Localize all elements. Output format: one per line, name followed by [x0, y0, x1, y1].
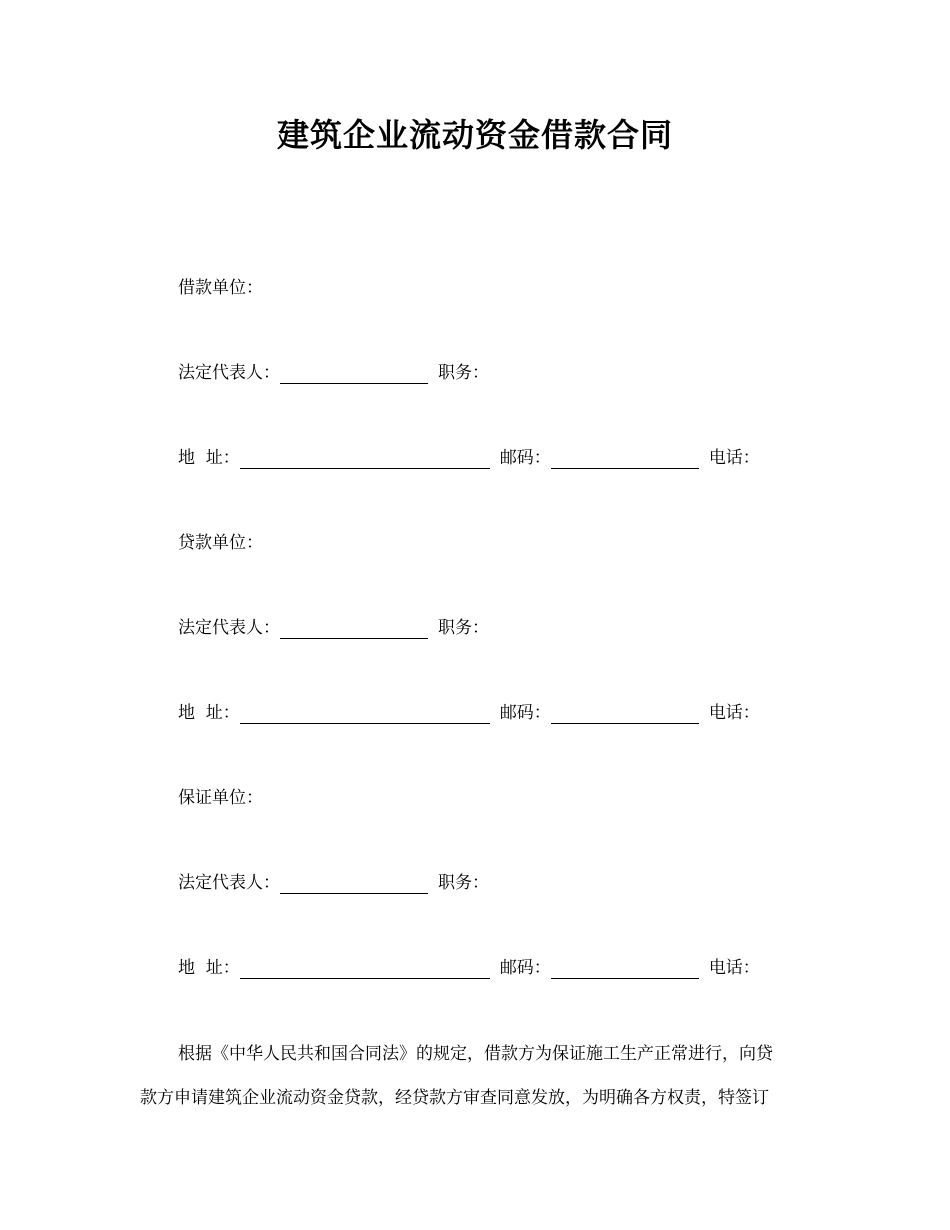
borrower-address-label: 地 址： — [178, 448, 240, 468]
borrower-phone-label: 电话： — [708, 448, 760, 468]
intro-line-2 — [140, 1076, 820, 1120]
lender-address-row — [178, 700, 760, 726]
lender-address-label: 地 址： — [178, 703, 240, 723]
lender-unit-row — [178, 530, 263, 556]
intro-paragraph — [140, 1032, 820, 1120]
borrower-rep-row — [178, 360, 489, 386]
lender-rep-row — [178, 615, 489, 641]
borrower-postcode-label: 邮码： — [499, 448, 551, 468]
lender-position-label: 职务： — [438, 618, 489, 638]
document-title: 建筑企业流动资金借款合同 — [276, 116, 673, 154]
borrower-rep-label: 法定代表人： — [178, 363, 280, 383]
borrower-rep-blank[interactable] — [280, 364, 428, 384]
lender-postcode-blank[interactable] — [551, 704, 699, 724]
intro-line-1-text: 根据《中华人民共和国合同法》的规定，借款方为保证施工生产正常进行，向贷 — [178, 1044, 773, 1064]
borrower-address-row — [178, 445, 760, 471]
guarantor-position-label: 职务： — [438, 873, 489, 893]
guarantor-phone-label: 电话： — [708, 958, 760, 978]
lender-unit-label: 贷款单位： — [178, 533, 263, 553]
borrower-postcode-blank[interactable] — [551, 449, 699, 469]
guarantor-address-blank[interactable] — [240, 959, 490, 979]
lender-phone-label: 电话： — [708, 703, 760, 723]
borrower-address-blank[interactable] — [240, 449, 490, 469]
intro-line-2-text: 款方申请建筑企业流动资金贷款，经贷款方审查同意发放，为明确各方权责，特签订 — [140, 1088, 769, 1108]
guarantor-rep-label: 法定代表人： — [178, 873, 280, 893]
lender-postcode-label: 邮码： — [499, 703, 551, 723]
borrower-unit-row — [178, 275, 263, 301]
lender-address-blank[interactable] — [240, 704, 490, 724]
guarantor-rep-blank[interactable] — [280, 874, 428, 894]
guarantor-unit-row — [178, 785, 263, 811]
lender-rep-blank[interactable] — [280, 619, 428, 639]
guarantor-unit-label: 保证单位： — [178, 788, 263, 808]
guarantor-address-label: 地 址： — [178, 958, 240, 978]
borrower-position-label: 职务： — [438, 363, 489, 383]
guarantor-postcode-blank[interactable] — [551, 959, 699, 979]
borrower-unit-label: 借款单位： — [178, 278, 263, 298]
guarantor-address-row — [178, 955, 760, 981]
guarantor-rep-row — [178, 870, 489, 896]
guarantor-postcode-label: 邮码： — [499, 958, 551, 978]
intro-line-1 — [140, 1032, 820, 1076]
lender-rep-label: 法定代表人： — [178, 618, 280, 638]
